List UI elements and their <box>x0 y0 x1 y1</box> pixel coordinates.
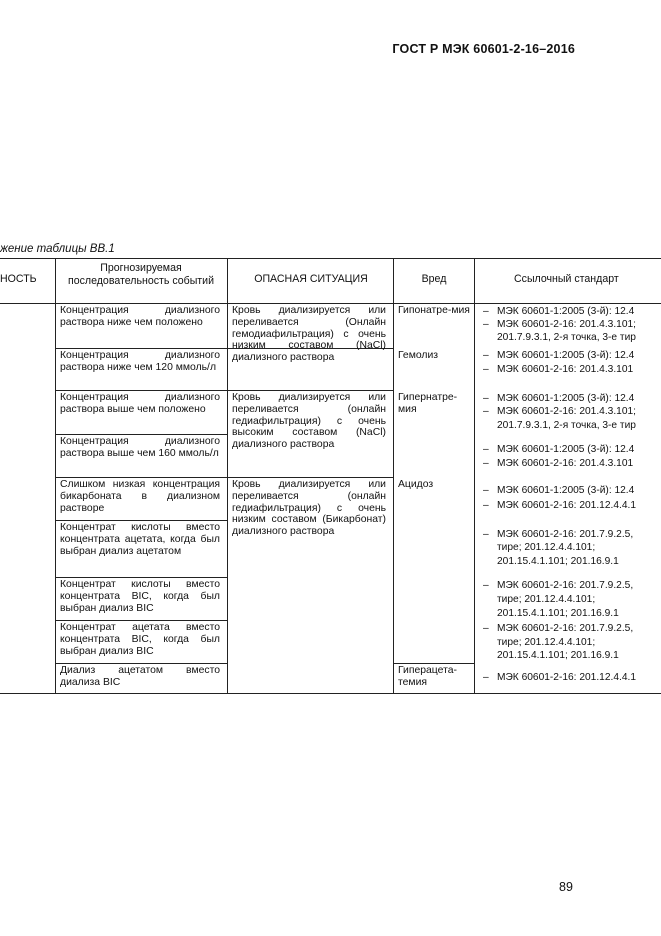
rule <box>474 258 475 694</box>
event-cell: Концентрация диализного раствора ниже чем положено <box>60 305 220 328</box>
rule <box>55 520 227 521</box>
event-cell: Концентрат кислоты вместо концентрата BIC, когда был выбран диализ BIC <box>60 579 220 614</box>
event-cell: Концентрат кислоты вместо концентрата ацетата, когда был выбран диализ ацетатом <box>60 522 220 557</box>
column-header: Ссылочный стандарт <box>514 274 619 285</box>
situation-cell: Кровь диализируется или переливается (онлайн гедиафильтрация) с очень низким составом (Бикарбонат) диализного раствора <box>232 479 386 538</box>
rule <box>0 303 661 304</box>
event-cell: Концентрация диализного раствора выше чем положено <box>60 392 220 415</box>
event-cell: Концентрация диализного раствора ниже чем 120 ммоль/л <box>60 350 220 373</box>
rule <box>55 663 227 664</box>
event-cell: Диализ ацетатом вместо диализа BIC <box>60 665 220 688</box>
requirements-table: НОСТЬ Прогнозируемая последовательность событий ОПАСНАЯ СИТУАЦИЯ Вред Ссылочный стандарт Концентрация диализного раствора ниже чем положено Концентрация диализного раствора ниже чем 120 ммоль/л Концентрация диализного раствора выше чем положено Концентрация диализного раствора выше чем 160 ммоль/л Слишком низкая концентрация бикарбоната в диализном растворе Концентрат кислоты вместо концентрата ацетата, когда был выбран диализ ацетатом Концентрат кислоты вместо концентрата BIC, когда был выбран диализ BIC Концентрат ацетата вместо концентрата BIC, когда был выбран диализ BIC Диализ ацетатом вместо диализа BIC Кровь диализируется или переливается (Онлайн гемодиафильтрация) с очень низким составом (NaCl) диализного раствора Кровь диализируется или переливается (онлайн гедиафильтрация) с очень высоким составом (NaCl) диализного раствора Кровь диализируется или переливается (онлайн гедиафильтрация) с очень низким составом (Бикарбонат) диализного раствора Гипонатре-мия Гемолиз Гипернатре-мия Ацидоз Гиперацета-темия – МЭК 60601-1:2005 (3-й): 12.4 – МЭК 60601-2-16: 201.4.3.101; 201.7.9.3.1, 2-я точка, 3-е тир – МЭК 60601-1:2005 (3-й): 12.4 – МЭК 60601-2-16: 201.4.3.101 – МЭК 60601-1:2005 (3-й): 12.4 – МЭК 60601-2-16: 201.4.3.101; 201.7.9.3.1, 2-я точка, 3-е тир – МЭК 60601-1:2005 (3-й): 12.4 – МЭК 60601-2-16: 201.4.3.101 – МЭК 60601-1:2005 (3-й): 12.4 – МЭК 60601-2-16: 201.12.4.4.1 – МЭК 60601-2-16: 201.7.9.2.5, тире; 201.12.4.4.101; 201.15.4.1.101; 201.16.9.1 – МЭК 60601-2-16: 201.7.9.2.5, тире; 201.12.4.4.101; 201.15.4.1.101; 201.16.9.1 – МЭК 60601-2-16: 201.7.9.2.5, тире; 201.12.4.4.101; 201.15.4.1.101; 201.16.9.1 – МЭК 60601-2-16: 201.12.4.4.1 <box>0 258 661 694</box>
rule <box>227 258 228 694</box>
table-caption: жение таблицы ВВ.1 <box>0 243 115 255</box>
column-header: Вред <box>421 274 447 285</box>
rule <box>55 434 227 435</box>
event-cell: Концентрация диализного раствора выше чем 160 ммоль/л <box>60 436 220 459</box>
harm-cell: Ацидоз <box>398 479 434 490</box>
column-header: ОПАСНАЯ СИТУАЦИЯ <box>254 274 368 285</box>
rule <box>0 258 661 259</box>
harm-cell: Гипернатре-мия <box>398 392 458 415</box>
rule <box>55 620 227 621</box>
rule <box>55 577 227 578</box>
event-cell: Слишком низкая концентрация бикарбоната в диализном растворе <box>60 479 220 514</box>
harm-cell: Гемолиз <box>398 350 439 361</box>
event-cell: Концентрат ацетата вместо концентрата BIC, когда был выбран диализ BIC <box>60 622 220 657</box>
harm-cell: Гипонатре-мия <box>398 305 470 316</box>
harm-cell: Гиперацета-темия <box>398 665 457 688</box>
rule <box>55 258 56 694</box>
situation-cell: Кровь диализируется или переливается (онлайн гедиафильтрация) с очень высоким составом (NaCl) диализного раствора <box>232 392 386 451</box>
rule <box>55 390 393 391</box>
column-header: НОСТЬ <box>0 274 37 285</box>
rule <box>55 477 393 478</box>
situation-cell: Кровь диализируется или переливается (Онлайн гемодиафильтрация) с очень низким составом (NaCl) диализного раствора <box>232 305 386 364</box>
page-header: ГОСТ Р МЭК 60601-2-16–2016 <box>392 42 575 56</box>
rule <box>393 663 474 664</box>
rule <box>0 693 661 694</box>
column-header: Прогнозируемая последовательность событий <box>67 262 214 287</box>
page-number: 89 <box>559 880 573 894</box>
rule <box>393 258 394 694</box>
